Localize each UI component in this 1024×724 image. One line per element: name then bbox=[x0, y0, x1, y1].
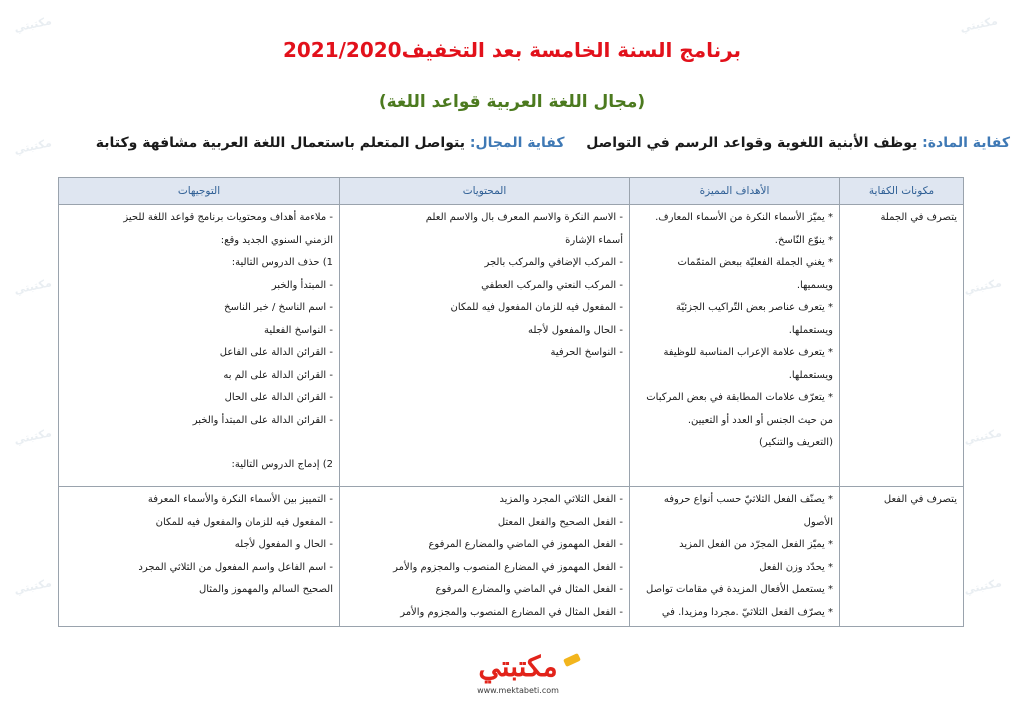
guideline-line: الزمني السنوي الجديد وقع: bbox=[220, 234, 333, 246]
guidelines-cell bbox=[59, 205, 340, 487]
objective-line: * يتعرف عناصر بعض التّراكيب الجزئيّة bbox=[676, 302, 833, 313]
content-line: - المفعول فيه للزمان المفعول فيه للمكان bbox=[450, 302, 623, 313]
logo-url: www.mektabeti.com bbox=[477, 686, 559, 695]
site-logo bbox=[452, 650, 584, 708]
objective-line: * يحدّد وزن الفعل bbox=[759, 561, 833, 573]
guideline-spacer bbox=[65, 432, 333, 454]
objective-line: * يتعرف علامة الإعراب المناسبة للوظيفة bbox=[663, 347, 833, 358]
guideline-line: 2) إدماج الدروس التالية: bbox=[231, 459, 333, 470]
table-row bbox=[59, 487, 964, 627]
guideline-line: - القرائن الدالة على المبتدأ والخبر bbox=[192, 414, 333, 426]
watermark: مكتبتي bbox=[13, 576, 53, 597]
objective-line: * يميّز الفعل المجرّد من الفعل المزيد bbox=[679, 539, 833, 550]
subject-competence-label: كفاية المادة: bbox=[922, 135, 1010, 151]
program-table bbox=[58, 177, 964, 627]
watermark: مكتبتي bbox=[13, 276, 53, 297]
content-line: - النواسخ الحرفية bbox=[550, 347, 623, 358]
watermark: مكتبتي bbox=[963, 576, 1003, 597]
guideline-line: - التمييز بين الأسماء النكرة والأسماء المعرفة bbox=[147, 494, 333, 505]
subject-competence-text: يوظف الأبنية اللغوية وقواعد الرسم في التواصل bbox=[586, 135, 918, 151]
contents-cell bbox=[340, 487, 630, 627]
domain-competence-text: يتواصل المتعلم باستعمال اللغة العربية مشافهة وكتابة bbox=[95, 135, 465, 151]
objective-line: * ينوّع النّاسخ. bbox=[774, 234, 833, 246]
guideline-line: - اسم الفاعل واسم المفعول من الثلاثي المجرد bbox=[138, 561, 333, 573]
objective-line: من حيث الجنس أو العدد أو التعيين. bbox=[687, 414, 833, 426]
content-line: - الحال والمفعول لأجله bbox=[527, 324, 623, 336]
guideline-line: - القرائن الدالة على الم به bbox=[223, 369, 333, 381]
guideline-line: - اسم الناسخ / خبر الناسخ bbox=[224, 302, 333, 313]
page-subtitle: (مجال اللغة العربية قواعد اللغة) bbox=[378, 92, 646, 112]
watermark: مكتبتي bbox=[963, 276, 1003, 297]
table-header-row bbox=[59, 178, 964, 205]
guideline-line: - القرائن الدالة على الحال bbox=[224, 392, 333, 403]
page-title bbox=[0, 38, 1024, 62]
header-components: مكونات الكفاية bbox=[840, 178, 964, 205]
objective-line: ويستعملها. bbox=[788, 369, 833, 381]
objective-line: (التعريف والتنكير) bbox=[758, 437, 833, 448]
title-main: برنامج السنة الخامسة بعد التخفيف bbox=[401, 38, 742, 62]
component-cell: يتصرف في الجملة bbox=[840, 205, 964, 487]
objective-line: * يصنّف الفعل الثلاثيّ حسب أنواع حروفه bbox=[663, 494, 833, 505]
objective-line: الأصول bbox=[803, 516, 833, 528]
objective-line: * يصرّف الفعل الثلاثيّ .مجردا ومزيدا. في bbox=[661, 606, 833, 618]
guideline-line: - ملاءمة أهداف ومحتويات برنامج قواعد اللغة للحيز bbox=[123, 212, 333, 223]
content-line: - الفعل الثلاثي المجرد والمزيد bbox=[499, 494, 623, 505]
watermark: مكتبتي bbox=[963, 426, 1003, 447]
guideline-line: الصحيح السالم والمهموز والمثال bbox=[198, 584, 333, 595]
objective-line: * يستعمل الأفعال المزيدة في مقامات تواصل bbox=[646, 584, 833, 595]
guideline-line: - النواسخ الفعلية bbox=[264, 324, 333, 336]
guideline-line: - القرائن الدالة على الفاعل bbox=[219, 347, 333, 358]
watermark: مكتبتي bbox=[959, 14, 999, 35]
domain-competence-label: كفاية المجال: bbox=[469, 135, 565, 151]
watermark: مكتبتي bbox=[13, 14, 53, 35]
content-line: - الفعل الصحيح والفعل المعتل bbox=[497, 516, 623, 528]
table-row bbox=[59, 205, 964, 487]
logo-wordmark: مكتبتي bbox=[478, 650, 558, 683]
objectives-cell bbox=[630, 205, 840, 487]
header-contents: المحتويات bbox=[340, 178, 630, 205]
guideline-line: 1) حذف الدروس التالية: bbox=[231, 257, 333, 268]
objective-line: * يتعرّف علامات المطابقة في بعض المركبات bbox=[646, 392, 833, 403]
content-line: - الفعل المثال في الماضي والمضارع المرفوع bbox=[435, 584, 623, 595]
content-line: - المركب النعتي والمركب العطفي bbox=[481, 279, 623, 291]
component-cell: يتصرف في الفعل bbox=[840, 487, 964, 627]
objective-line: * يميّز الأسماء النكرة من الأسماء المعارف. bbox=[655, 212, 833, 223]
watermark: مكتبتي bbox=[13, 136, 53, 157]
content-line: - الاسم النكرة والاسم المعرف بال والاسم العلم bbox=[425, 212, 623, 223]
content-line: أسماء الإشارة bbox=[565, 234, 623, 246]
header-objectives: الأهداف المميزة bbox=[630, 178, 840, 205]
objective-line: ويسميها. bbox=[796, 279, 833, 291]
objective-line: * يغني الجملة الفعليّة ببعض المتمّمات bbox=[677, 257, 833, 268]
header-guidelines: التوجيهات bbox=[59, 178, 340, 205]
guideline-line: - المفعول فيه للزمان والمفعول فيه للمكان bbox=[155, 516, 333, 528]
content-line: - الفعل المهموز في الماضي والمضارع المرفوع bbox=[428, 539, 623, 550]
guidelines-cell bbox=[59, 487, 340, 627]
guideline-line: - الحال و المفعول لأجله bbox=[234, 539, 333, 550]
competences-line bbox=[48, 135, 1010, 151]
content-line: - الفعل المهموز في المضارع المنصوب والمجزوم والأمر bbox=[393, 561, 623, 573]
content-line: - المركب الإضافي والمركب بالجر bbox=[484, 257, 623, 268]
title-year: 2021/2020 bbox=[282, 38, 402, 62]
contents-cell bbox=[340, 205, 630, 487]
watermark: مكتبتي bbox=[13, 426, 53, 447]
guideline-line: - المبتدأ والخبر bbox=[271, 279, 333, 291]
objective-line: ويستعملها. bbox=[788, 324, 833, 336]
content-line: - الفعل المثال في المضارع المنصوب والمجزوم والأمر bbox=[400, 606, 623, 618]
objectives-cell bbox=[630, 487, 840, 627]
